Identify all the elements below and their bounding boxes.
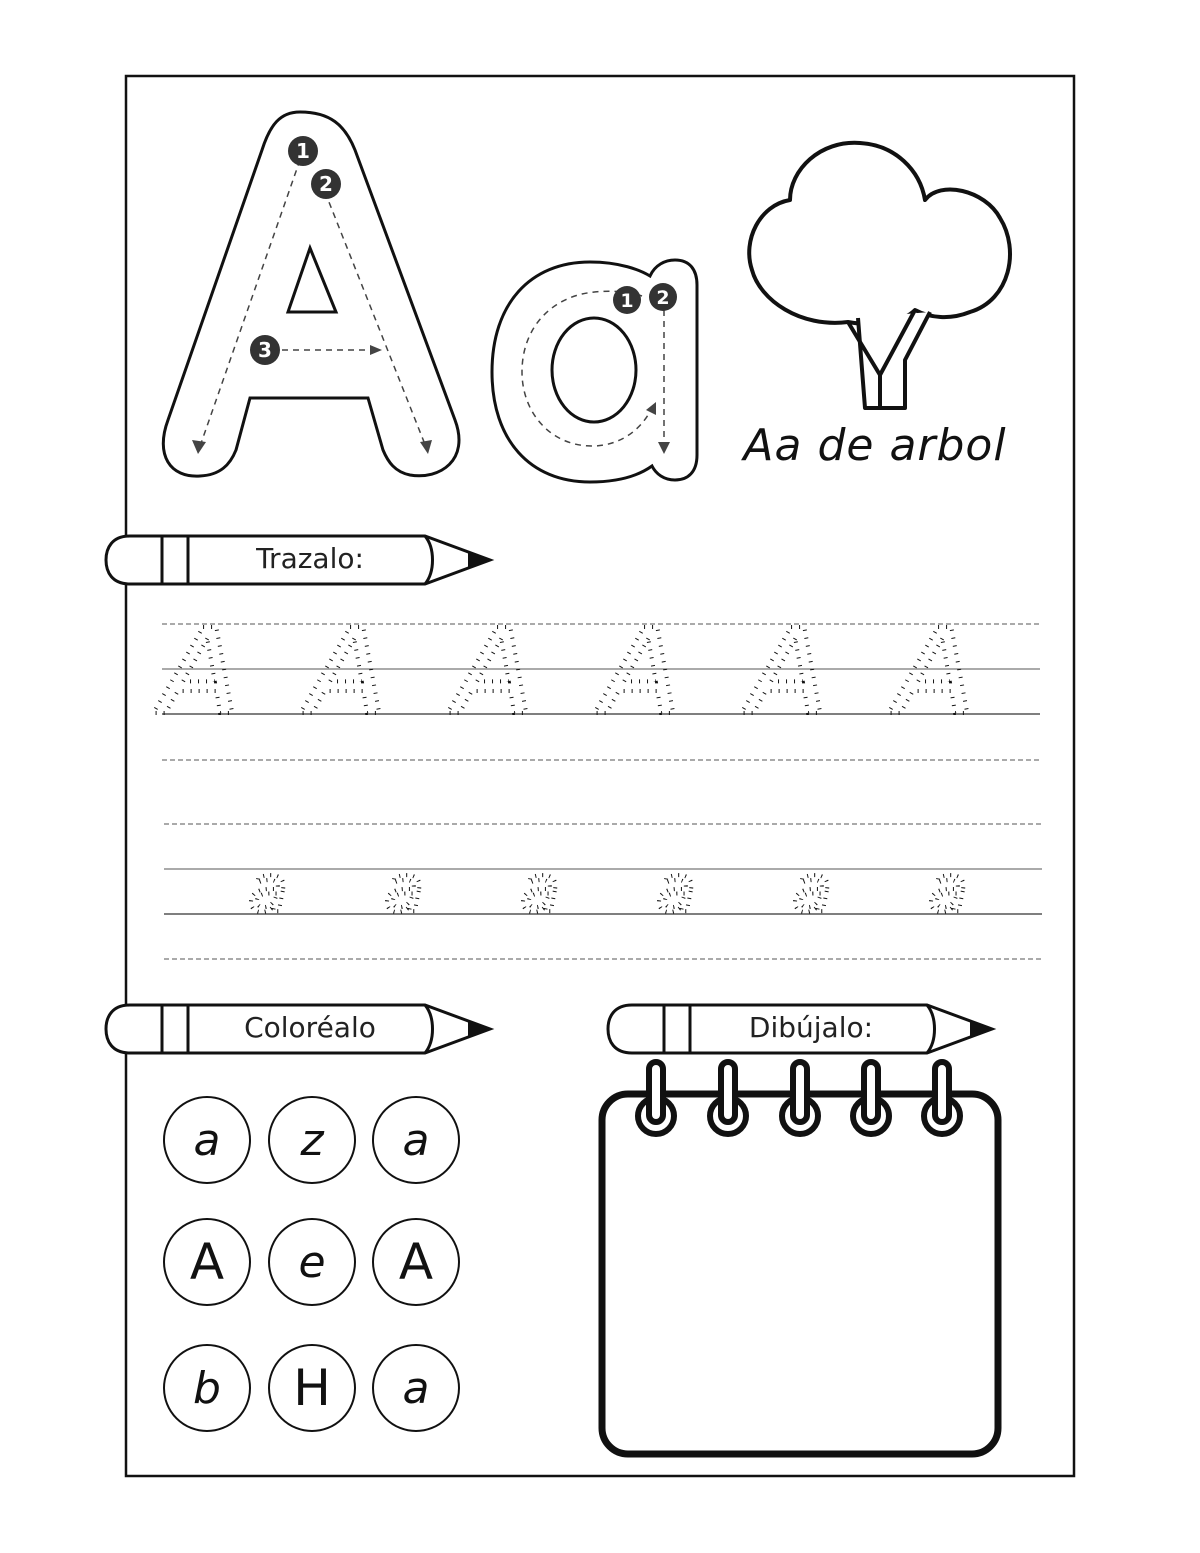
- trace-letter-lower: a: [248, 853, 288, 927]
- trace-row-lower: [248, 853, 967, 927]
- color-circle[interactable]: A: [163, 1218, 251, 1306]
- trace-letter-lower: a: [656, 853, 696, 927]
- stroke-number: 2: [319, 172, 333, 196]
- stroke-number: 2: [656, 287, 670, 309]
- color-circle[interactable]: A: [372, 1218, 460, 1306]
- draw-section-label: Dibújalo:: [748, 1011, 874, 1044]
- color-section-label: Coloréalo: [244, 1011, 376, 1044]
- color-circle[interactable]: a: [372, 1344, 460, 1432]
- trace-letter-upper: A: [747, 603, 829, 741]
- color-circle[interactable]: e: [268, 1218, 356, 1306]
- trace-letter-upper: A: [600, 603, 682, 741]
- color-circle[interactable]: z: [268, 1096, 356, 1184]
- trace-letter-upper: A: [306, 603, 388, 741]
- big-letter-a-upper-icon: [163, 112, 459, 476]
- stroke-number: 1: [620, 290, 634, 312]
- trace-letter-upper: A: [894, 603, 976, 741]
- writing-lines-lower: [164, 824, 1042, 959]
- trace-letter-upper: A: [159, 603, 241, 741]
- trace-letter-lower: a: [792, 853, 832, 927]
- trace-letter-upper: A: [453, 603, 535, 741]
- color-circle[interactable]: a: [163, 1096, 251, 1184]
- spiral-notepad-icon: [602, 1062, 998, 1454]
- tree-icon: [749, 143, 1010, 408]
- picture-caption: Aa de arbol: [743, 420, 1007, 471]
- color-circle[interactable]: b: [163, 1344, 251, 1432]
- trace-section-label: Trazalo:: [256, 542, 364, 575]
- stroke-number: 3: [258, 338, 272, 362]
- stroke-number: 1: [296, 139, 310, 163]
- trace-letter-lower: a: [928, 853, 968, 927]
- color-circle[interactable]: H: [268, 1344, 356, 1432]
- trace-letter-lower: a: [384, 853, 424, 927]
- color-circle[interactable]: a: [372, 1096, 460, 1184]
- trace-letter-lower: a: [520, 853, 560, 927]
